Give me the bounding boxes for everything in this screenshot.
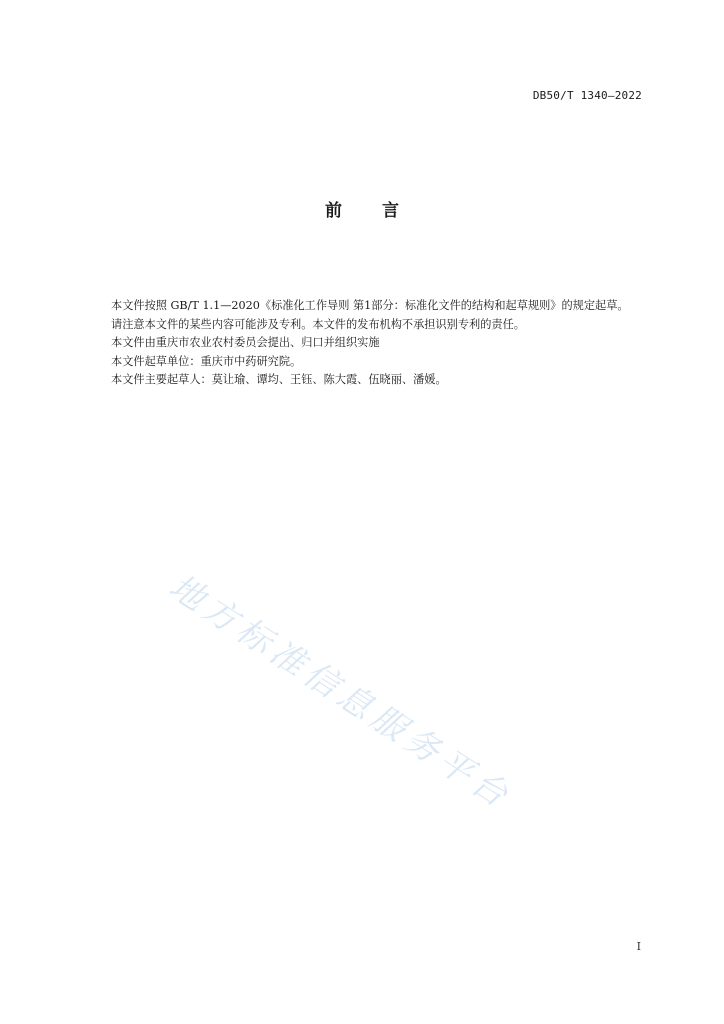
paragraph: 本文件起草单位：重庆市中药研究院。	[111, 354, 302, 368]
document-code: DB50/T 1340—2022	[532, 89, 642, 102]
paragraph: 本文件主要起草人：莫让瑜、谭均、王钰、陈大霞、伍晓丽、潘媛。	[111, 373, 447, 386]
paragraph: 本文件由重庆市农业农村委员会提出、归口并组织实施	[111, 336, 380, 349]
page-title: 前言	[325, 201, 439, 221]
body-text	[89, 297, 659, 390]
watermark-text: 地方标准信息服务平台	[161, 566, 520, 819]
paragraph: 本文件按照 GB/T 1.1—2020《标准化工作导则 第1部分：标准化文件的结构和起草规则》的规定起草。	[111, 299, 629, 312]
page-number: I	[636, 940, 641, 953]
paragraph: 请注意本文件的某些内容可能涉及专利。本文件的发布机构不承担识别专利的责任。	[111, 317, 525, 331]
